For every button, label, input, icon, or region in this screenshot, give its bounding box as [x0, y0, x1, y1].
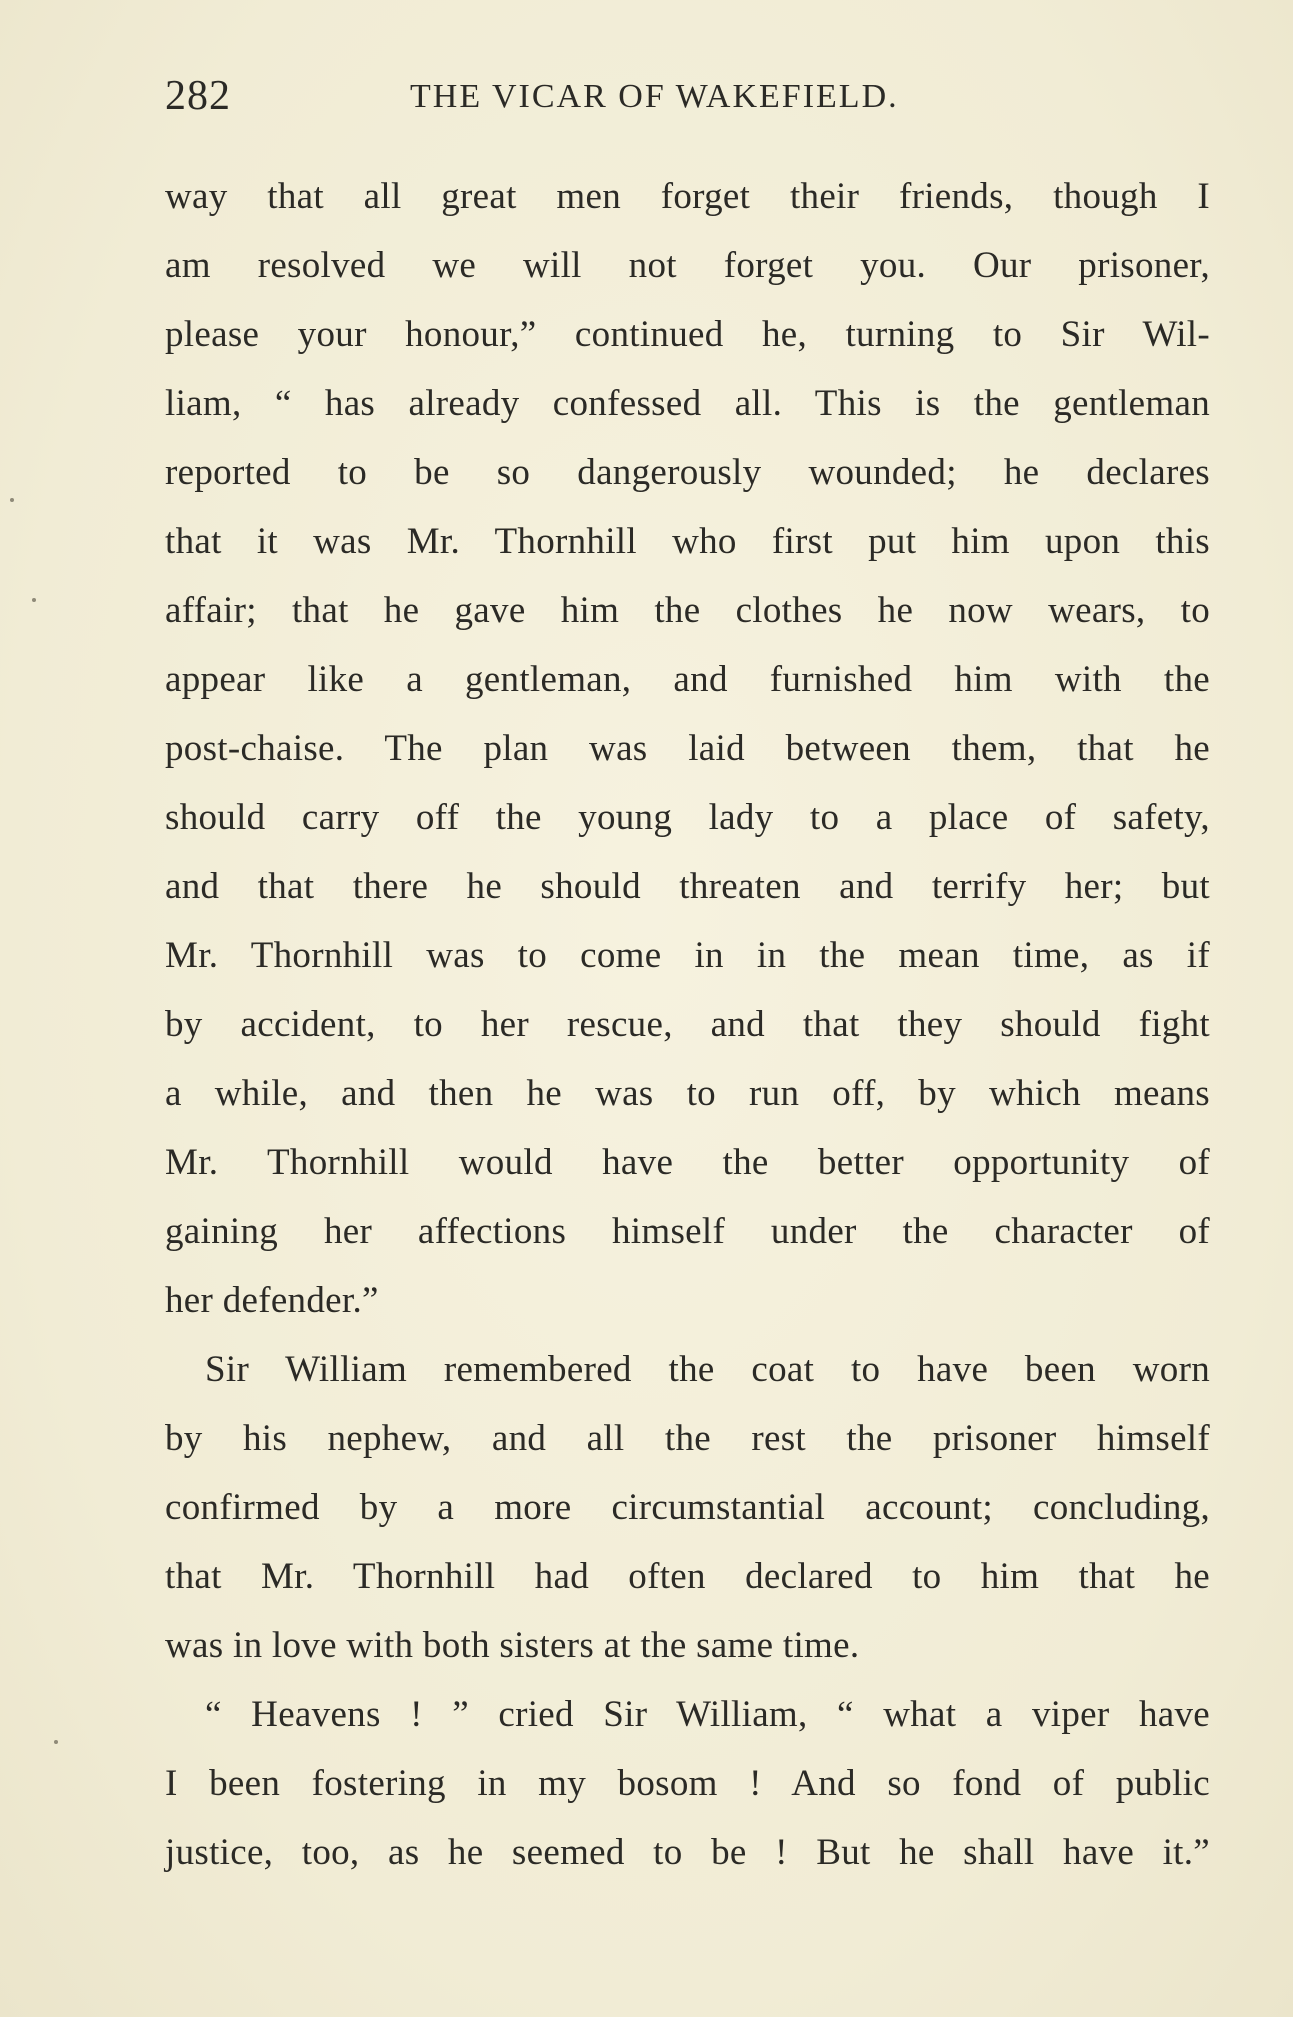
text-line: her defender.” [165, 1280, 379, 1321]
text-line: that Mr. Thornhill had often declared to him that he [165, 1556, 1210, 1597]
paper-speck [54, 1740, 58, 1744]
text-line: I been fostering in my bosom ! And so fond of public [165, 1763, 1210, 1804]
text-line: affair; that he gave him the clothes he now wears, to [165, 590, 1210, 631]
text-line: by accident, to her rescue, and that they should fight [165, 1004, 1210, 1045]
text-line: and that there he should threaten and terrify her; but [165, 866, 1210, 907]
paper-speck [10, 498, 14, 502]
text-line: that it was Mr. Thornhill who first put him upon this [165, 521, 1210, 562]
body-text [165, 162, 1210, 1887]
text-line: post-chaise. The plan was laid between them, that he [165, 728, 1210, 769]
text-line: was in love with both sisters at the same time. [165, 1625, 860, 1666]
text-line: way that all great men forget their friends, though I [165, 176, 1210, 217]
text-line: by his nephew, and all the rest the prisoner himself [165, 1418, 1210, 1459]
text-line: gaining her affections himself under the character of [165, 1211, 1210, 1252]
text-line: am resolved we will not forget you. Our prisoner, [165, 245, 1210, 286]
text-line: Mr. Thornhill was to come in in the mean time, as if [165, 935, 1210, 976]
paper-speck [32, 598, 36, 602]
text-line: confirmed by a more circumstantial account; concluding, [165, 1487, 1210, 1528]
text-line: justice, too, as he seemed to be ! But he shall have it.” [165, 1832, 1210, 1873]
text-line: should carry off the young lady to a place of safety, [165, 797, 1210, 838]
text-line: a while, and then he was to run off, by which means [165, 1073, 1210, 1114]
page-header [165, 72, 1215, 132]
text-line: Mr. Thornhill would have the better opportunity of [165, 1142, 1210, 1183]
text-line: “ Heavens ! ” cried Sir William, “ what a viper have [205, 1694, 1210, 1735]
text-line: reported to be so dangerously wounded; he declares [165, 452, 1210, 493]
running-title: THE VICAR OF WAKEFIELD. [410, 78, 899, 115]
text-line: liam, “ has already confessed all. This is the gentleman [165, 383, 1210, 424]
text-line: appear like a gentleman, and furnished him with the [165, 659, 1210, 700]
page-number: 282 [165, 73, 231, 119]
text-line: please your honour,” continued he, turning to Sir Wil- [165, 314, 1210, 355]
text-line: Sir William remembered the coat to have been worn [205, 1349, 1210, 1390]
